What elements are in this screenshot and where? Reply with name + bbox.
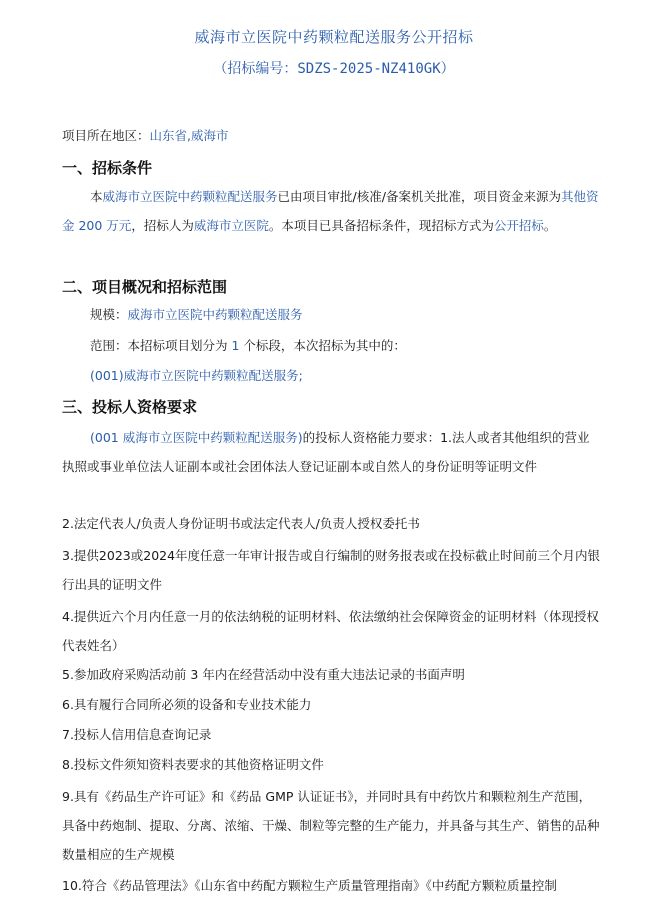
- text-run: 范围：本招标项目划分为: [90, 338, 232, 353]
- requirement-2: 2.法定代表人/负责人身份证明书或法定代表人/负责人授权委托书: [62, 516, 420, 531]
- fund-source: 其他资金 200 万元: [62, 189, 599, 233]
- section-2-heading: 二、项目概况和招标范围: [62, 278, 228, 296]
- requirement-3: 3.提供2023或2024年度任意一年审计报告或自行编制的财务报表或在投标截止时间前三个月内银行出具的证明文件: [62, 548, 601, 592]
- text-run: 个标段，本次招标为其中的：: [239, 338, 406, 353]
- requirement-1: 1.法人或者其他组织的营业执照或事业单位法人证副本或社会团体法人登记证副本或自然人的身份证明等证明文件: [62, 430, 590, 474]
- requirement-6: 6.具有履行合同所必须的设备和专业技术能力: [62, 697, 312, 712]
- bid-method: 公开招标: [493, 218, 544, 233]
- text-run: 的投标人资格能力要求：: [302, 430, 441, 445]
- region-label: 项目所在地区：: [62, 128, 150, 143]
- scale-label: 规模：: [90, 307, 128, 322]
- region-value: 山东省,威海市: [149, 128, 229, 143]
- section-1-heading: 一、招标条件: [62, 159, 153, 177]
- tender-code: （招标编号：SDZS-2025-NZ410GK）: [213, 61, 455, 77]
- lot-item: (001)威海市立医院中药颗粒配送服务;: [90, 368, 303, 383]
- section-3-heading: 三、投标人资格要求: [62, 398, 198, 416]
- requirement-8: 8.投标文件须知资料表要求的其他资格证明文件: [62, 757, 324, 772]
- text-run: 。: [543, 218, 557, 233]
- lot-name: (001 威海市立医院中药颗粒配送服务): [90, 430, 303, 445]
- section-1-paragraph: [62, 182, 602, 240]
- project-scale: [90, 305, 303, 325]
- text-run: 本: [90, 189, 103, 204]
- requirement-5: 5.参加政府采购活动前 3 年内在经营活动中没有重大违法记录的书面声明: [62, 667, 465, 682]
- project-scope: [90, 336, 406, 356]
- project-name: 威海市立医院中药颗粒配送服务: [102, 189, 278, 204]
- scale-value: 威海市立医院中药颗粒配送服务: [127, 307, 303, 322]
- text-run: 。本项目已具备招标条件，现招标方式为: [268, 218, 494, 233]
- requirement-9: 9.具有《药品生产许可证》和《药品 GMP 认证证书》，并同时具有中药饮片和颗粒剂生产范围，具备中药炮制、提取、分离、浓缩、干燥、制粒等完整的生产能力，并具备与其生产、销售的品种数量相应的生产规模: [62, 789, 600, 862]
- requirement-7: 7.投标人信用信息查询记录: [62, 727, 212, 742]
- text-run: ，招标人为: [131, 218, 194, 233]
- requirement-10: 10.符合《药品管理法》《山东省中药配方颗粒生产质量管理指南》《中药配方颗粒质量控制: [62, 878, 557, 893]
- document-title: 威海市立医院中药颗粒配送服务公开招标: [194, 28, 474, 46]
- bidder-name: 威海市立医院: [193, 218, 269, 233]
- qualification-intro: [62, 423, 602, 481]
- lot-count: 1: [231, 338, 240, 353]
- requirement-4: 4.提供近六个月内任意一月的依法纳税的证明材料、依法缴纳社会保障资金的证明材料（体现授权代表姓名）: [62, 609, 599, 653]
- text-run: 已由项目审批/核准/备案机关批准，项目资金来源为: [277, 189, 561, 204]
- project-region: [62, 126, 229, 146]
